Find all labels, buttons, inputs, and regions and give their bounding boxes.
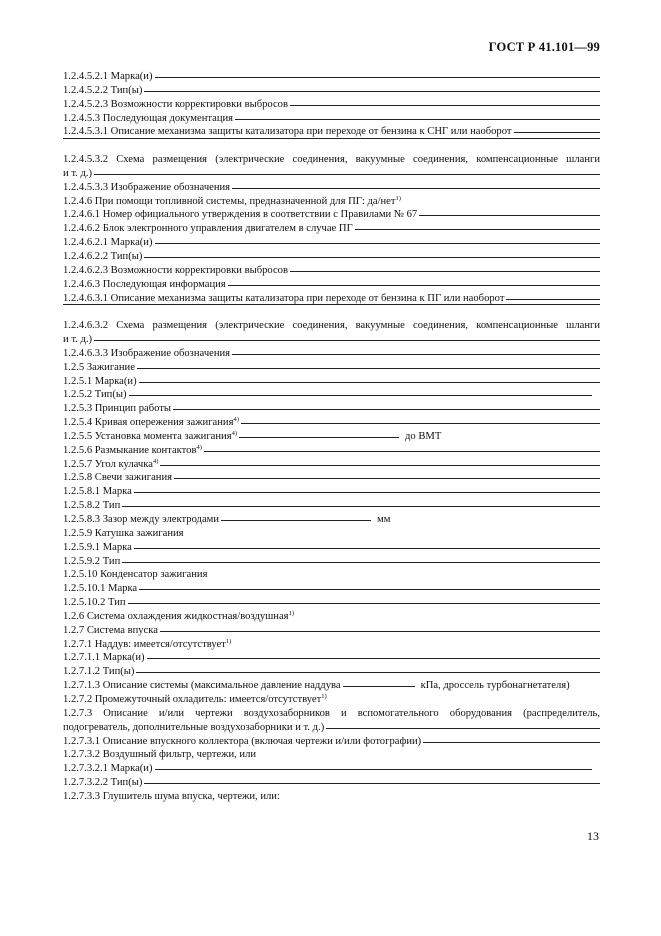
form-row: [63, 707, 600, 721]
footnote-ref: 1): [321, 692, 327, 700]
row-label-text: 1.2.4.6.2.1 Марка(и): [63, 237, 153, 249]
row-label: [63, 84, 142, 98]
row-label: [63, 776, 142, 790]
row-label-text: 1.2.7.1.3 Описание системы (максимальное давление наддува: [63, 680, 341, 692]
form-row: [63, 278, 600, 292]
row-label-text: 1.2.4.5.2.3 Возможности корректировки выбросов: [63, 98, 288, 110]
row-label-text: 1.2.7.3.2.1 Марка(и): [63, 763, 153, 775]
fill-in-line[interactable]: [128, 603, 600, 604]
row-label: [63, 347, 230, 361]
row-label-text: 1.2.5.5 Установка момента зажигания: [63, 430, 232, 442]
fill-in-line[interactable]: [122, 562, 600, 563]
row-label: [63, 499, 120, 513]
unit-suffix: до ВМТ: [405, 430, 442, 442]
footnote-ref: 4): [152, 457, 159, 465]
row-label: [63, 278, 226, 292]
form-row: [63, 471, 600, 485]
row-label-text: и т. д.): [63, 167, 93, 179]
form-content: [63, 70, 600, 804]
fill-in-line[interactable]: [63, 304, 600, 305]
form-row: [63, 458, 600, 472]
row-label: [63, 513, 219, 527]
row-label: [63, 596, 126, 610]
fill-in-line[interactable]: [160, 631, 600, 632]
row-label: [63, 541, 132, 555]
fill-in-line[interactable]: [343, 686, 415, 687]
row-label-text: и т. д.): [63, 334, 93, 346]
row-label: [63, 665, 134, 679]
row-label-text: 1.2.5.4 Кривая опережения зажигания: [63, 417, 234, 429]
row-label: [63, 195, 401, 209]
form-row: [63, 665, 600, 679]
row-label-text: 1.2.5.8.1 Марка: [63, 486, 132, 498]
row-label-text: 1.2.7.3.3 Глушитель шума впуска, чертежи, или:: [63, 790, 280, 802]
row-label-text: 1.2.4.6.1 Номер официального утверждения в соответствии с Правилами № 67: [63, 209, 418, 221]
fill-in-line[interactable]: [139, 589, 600, 590]
form-row: [63, 527, 600, 541]
row-label-text: 1.2.7 Система впуска: [63, 624, 158, 636]
fill-in-line[interactable]: [129, 395, 592, 396]
form-row: [63, 402, 600, 416]
row-label-text: 1.2.4.5.3 Последующая документация: [63, 112, 234, 124]
row-label-text: 1.2.4.6.2.2 Тип(ы): [63, 250, 143, 262]
form-row: [63, 222, 600, 236]
row-label: 1.2.7.3 Описание и/или чертежи воздухозаборников и вспомогательного оборудования (распределитель,: [63, 707, 600, 719]
row-label-text: подогреватель, дополнительные воздухозаборники и т. д.): [63, 721, 325, 733]
row-label-text: 1.2.7.1.1 Марка(и): [63, 652, 145, 664]
fill-in-line[interactable]: [137, 368, 600, 369]
row-label: [63, 582, 137, 596]
row-label-text: 1.2.5.2 Тип(ы): [63, 389, 127, 401]
form-row: [63, 444, 600, 458]
row-label: [63, 112, 233, 126]
row-label-text: 1.2.7.3.1 Описание впускного коллектора (включая чертежи и/или фотографии): [63, 735, 422, 747]
fill-in-line[interactable]: [235, 119, 600, 120]
row-label: [63, 679, 341, 693]
row-label: 1.2.4.5.3.2 Схема размещения (электрические соединения, вакуумные соединения, компенсационные шланги: [63, 154, 600, 166]
form-row: [63, 555, 600, 569]
row-label: [63, 748, 256, 762]
form-row: [63, 582, 600, 596]
form-row: [63, 333, 600, 347]
form-row: [63, 762, 600, 776]
row-label: [63, 485, 132, 499]
row-label: 1.2.4.6.3.2 Схема размещения (электрические соединения, вакуумные соединения, компенсационные шланги: [63, 320, 600, 332]
row-label: [63, 444, 202, 458]
row-label: [63, 610, 294, 624]
row-label-text: 1.2.7.3.2.2 Тип(ы): [63, 777, 143, 789]
row-label-text: 1.2.5.8.3 Зазор между электродами: [63, 514, 220, 525]
form-row: [63, 790, 600, 804]
row-label: [63, 292, 504, 306]
row-label-text: 1.2.5 Зажигание: [63, 361, 135, 373]
row-label: [63, 333, 92, 347]
row-label: [63, 250, 142, 264]
form-row: [63, 250, 600, 264]
form-row: [63, 693, 600, 707]
fill-in-line[interactable]: [173, 409, 600, 410]
form-row: [63, 651, 600, 665]
form-row: [63, 610, 600, 624]
fill-in-line[interactable]: [63, 138, 600, 139]
fill-in-line[interactable]: [221, 520, 371, 521]
row-label-text: 1.2.5.9.1 Марка: [63, 541, 132, 553]
footnote-ref: 1): [288, 609, 294, 617]
form-row: [63, 721, 600, 735]
fill-in-line[interactable]: [423, 742, 600, 743]
row-label: [63, 471, 172, 485]
row-label-text: 1.2.5.7 Угол кулачка: [63, 458, 153, 470]
fill-in-line[interactable]: [155, 769, 592, 770]
fill-in-line[interactable]: [122, 506, 600, 507]
row-label: [63, 527, 184, 541]
row-label: [63, 721, 324, 735]
row-label-text: 1.2.4.6.3.3 Изображение обозначения: [63, 347, 231, 359]
fill-in-line[interactable]: [290, 105, 600, 106]
row-label-text: 1.2.5.1 Марка(и): [63, 375, 137, 387]
form-row: [63, 375, 600, 389]
row-label: [63, 208, 417, 222]
form-row: [63, 292, 600, 306]
fill-in-line[interactable]: [144, 783, 600, 784]
row-label: [63, 693, 327, 707]
row-label-text: 1.2.7.1 Наддув: имеется/отсутствует: [63, 638, 226, 650]
row-label: [63, 624, 158, 638]
fill-in-line[interactable]: [136, 672, 600, 673]
form-row: [63, 167, 600, 181]
fill-in-line[interactable]: [174, 478, 600, 479]
fill-in-line[interactable]: [232, 354, 600, 355]
fill-in-line[interactable]: [139, 382, 600, 383]
row-label: [63, 568, 207, 582]
row-label: [63, 430, 237, 444]
row-label-text: 1.2.5.3 Принцип работы: [63, 403, 172, 415]
form-row: [63, 361, 600, 375]
form-row: [63, 112, 600, 126]
unit-suffix: кПа, дроссель турбонагнетателя): [420, 680, 570, 692]
form-row: [63, 347, 600, 361]
fill-in-line[interactable]: [134, 548, 600, 549]
row-label-text: 1.2.4.5.2.2 Тип(ы): [63, 84, 143, 96]
row-label: [63, 361, 135, 375]
form-row: [63, 84, 600, 98]
footnote-ref: 4): [196, 443, 202, 451]
form-row: [63, 153, 600, 167]
form-row: [63, 624, 600, 638]
form-row: [63, 499, 600, 513]
fill-in-line[interactable]: [355, 229, 600, 230]
row-label: [63, 458, 158, 472]
row-label-text: 1.2.4.6 При помощи топливной системы, предназначенной для ПГ: да/нет: [63, 195, 396, 207]
form-row: [63, 748, 600, 762]
row-label-text: 1.2.4.6.3.1 Описание механизма защиты катализатора при переходе от бензина к ПГ или наоборот: [63, 292, 505, 304]
fill-in-line[interactable]: [232, 188, 600, 189]
form-row: [63, 125, 600, 139]
page-number: 13: [587, 829, 599, 843]
row-label-text: 1.2.6 Система охлаждения жидкостная/воздушная: [63, 610, 289, 622]
row-label-text: 1.2.5.9 Катушка зажигания: [63, 527, 184, 539]
fill-in-line[interactable]: [155, 243, 600, 244]
row-label: [63, 790, 280, 804]
form-row: [63, 388, 600, 402]
row-label-text: 1.2.7.2 Промежуточный охладитель: имеется/отсутствует: [63, 693, 322, 705]
form-row: [63, 98, 600, 112]
form-row: [63, 568, 600, 582]
fill-in-line[interactable]: [144, 257, 600, 258]
row-label-text: 1.2.4.5.3.1 Описание механизма защиты катализатора при переходе от бензина к СНГ или наоборот: [63, 126, 512, 138]
row-label: [63, 416, 239, 430]
row-label-text: 1.2.4.5.2.1 Марка(и): [63, 71, 153, 82]
row-label: [63, 70, 153, 84]
form-row: [63, 596, 600, 610]
fill-in-line[interactable]: [241, 423, 600, 424]
form-row: [63, 416, 600, 430]
form-row: [63, 638, 600, 652]
fill-in-line[interactable]: [204, 451, 600, 452]
row-label: [63, 638, 231, 652]
row-label: [63, 236, 153, 250]
row-label-text: 1.2.5.10 Конденсатор зажигания: [63, 569, 208, 581]
row-label-text: 1.2.5.8 Свечи зажигания: [63, 472, 173, 484]
fill-in-line[interactable]: [228, 285, 600, 286]
form-row: [63, 264, 600, 278]
form-row: [63, 541, 600, 555]
form-row: [63, 195, 600, 209]
footnote-ref: 1): [395, 194, 401, 202]
row-label-text: 1.2.7.3.2 Воздушный фильтр, чертежи, или: [63, 749, 257, 761]
row-label-text: 1.2.4.6.2 Блок электронного управления двигателем в случае ПГ: [63, 223, 353, 235]
row-label: [63, 555, 120, 569]
row-label: [63, 651, 145, 665]
form-row: [63, 679, 600, 693]
fill-in-line[interactable]: [144, 91, 600, 92]
footnote-ref: 4): [233, 416, 239, 424]
form-row: [63, 139, 600, 153]
row-label: [63, 125, 512, 139]
form-row: [63, 70, 600, 84]
form-row: [63, 513, 600, 527]
row-label-text: 1.2.5.9.2 Тип: [63, 555, 121, 567]
fill-in-line[interactable]: [134, 492, 600, 493]
fill-in-line[interactable]: [514, 132, 600, 133]
fill-in-line[interactable]: [94, 340, 600, 341]
fill-in-line[interactable]: [506, 299, 600, 300]
fill-in-line[interactable]: [94, 174, 600, 175]
row-label-text: 1.2.5.10.1 Марка: [63, 583, 138, 595]
row-label: [63, 375, 137, 389]
unit-suffix: мм: [377, 514, 391, 525]
page-header: ГОСТ Р 41.101—99: [488, 40, 600, 54]
fill-in-line[interactable]: [239, 437, 399, 438]
row-label: [63, 762, 153, 776]
form-row: [63, 319, 600, 333]
fill-in-line[interactable]: [160, 465, 600, 466]
form-row: [63, 485, 600, 499]
row-label: [63, 402, 171, 416]
fill-in-line[interactable]: [326, 728, 600, 729]
fill-in-line[interactable]: [155, 77, 600, 78]
row-label: [63, 735, 421, 749]
row-label-text: 1.2.7.1.2 Тип(ы): [63, 666, 135, 678]
footnote-ref: 1): [225, 637, 232, 645]
row-label: [63, 264, 288, 278]
row-label: [63, 98, 288, 112]
row-label-text: 1.2.5.8.2 Тип: [63, 500, 121, 512]
fill-in-line[interactable]: [290, 271, 600, 272]
row-label-text: 1.2.5.10.2 Тип: [63, 597, 126, 609]
row-label-text: 1.2.4.5.3.3 Изображение обозначения: [63, 181, 231, 193]
row-label: [63, 222, 353, 236]
form-row: [63, 208, 600, 222]
row-label: [63, 181, 230, 195]
form-row: [63, 181, 600, 195]
form-row: [63, 430, 600, 444]
fill-in-line[interactable]: [419, 215, 600, 216]
row-label-text: 1.2.4.6.2.3 Возможности корректировки выбросов: [63, 264, 288, 276]
row-label-text: 1.2.5.6 Размыкание контактов: [63, 444, 197, 456]
form-row: [63, 236, 600, 250]
row-label: [63, 167, 92, 181]
fill-in-line[interactable]: [147, 658, 600, 659]
form-row: [63, 735, 600, 749]
form-row: [63, 305, 600, 319]
form-row: [63, 776, 600, 790]
row-label: [63, 388, 127, 402]
footnote-ref: 4): [231, 429, 238, 437]
row-label-text: 1.2.4.6.3 Последующая информация: [63, 278, 226, 290]
